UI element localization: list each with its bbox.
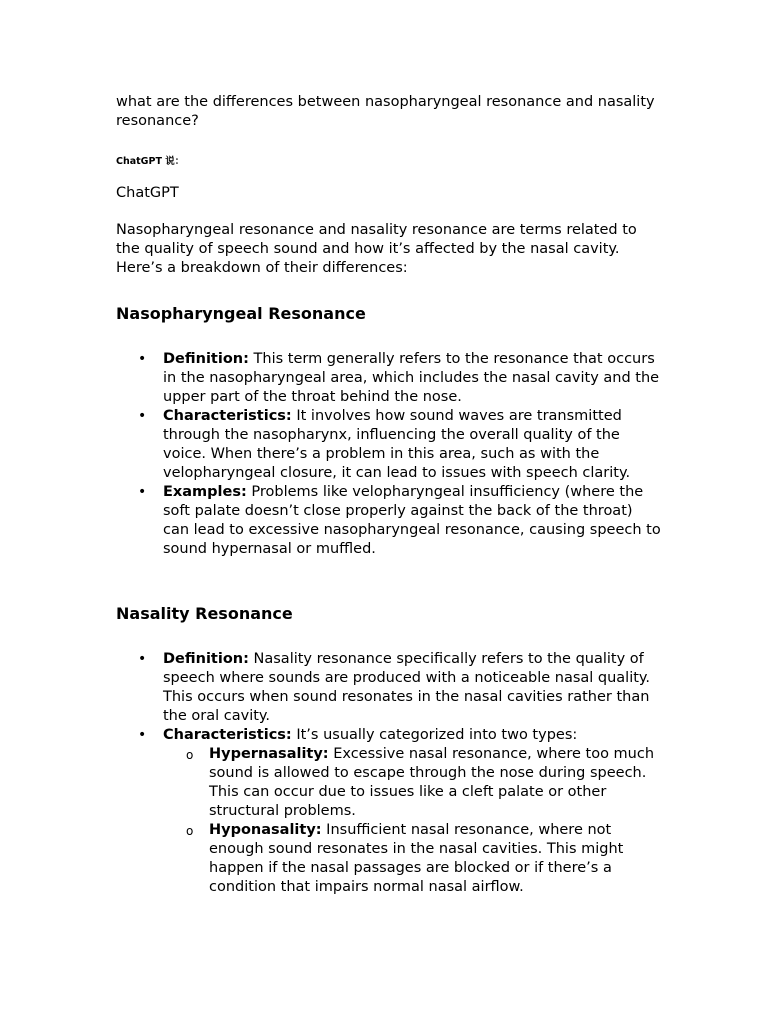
sub-item-text: Excessive nasal resonance, where too much sound is allowed to escape through the nose during speech. This can occur due to issues like a cleft palate or other structural problems.	[209, 746, 655, 819]
item-term: Characteristics:	[163, 727, 292, 743]
nasality-types-list	[163, 745, 661, 897]
item-term: Definition:	[163, 651, 249, 667]
nasality-list	[116, 650, 661, 897]
assistant-name: ChatGPT	[116, 185, 179, 201]
item-term: Definition:	[163, 351, 249, 367]
list-item	[116, 650, 661, 726]
bullet-icon: •	[138, 727, 147, 743]
item-term: Characteristics:	[163, 408, 292, 424]
chatgpt-says-label: ChatGPT 说：	[116, 156, 185, 167]
sub-list-item	[163, 745, 661, 821]
nasopharyngeal-list	[116, 350, 661, 559]
sub-list-item	[163, 821, 661, 897]
sub-item-term: Hypernasality:	[209, 746, 329, 762]
document-page	[116, 93, 661, 895]
user-question: what are the differences between nasopharyngeal resonance and nasality resonance?	[116, 94, 655, 129]
bullet-icon: •	[138, 484, 147, 500]
item-text: It involves how sound waves are transmitted through the nasopharynx, influencing the overall quality of the voice. When there’s a problem in this area, such as with the velopharyngeal closure, it can lead to issues with speech clarity.	[163, 408, 631, 481]
list-item	[116, 350, 661, 407]
list-item	[116, 483, 661, 559]
bullet-icon: •	[138, 351, 147, 367]
list-item	[116, 726, 661, 897]
item-text: It’s usually categorized into two types:	[291, 727, 578, 743]
circle-bullet-icon: o	[186, 748, 194, 762]
item-text: This term generally refers to the resonance that occurs in the nasopharyngeal area, which includes the nasal cavity and the upper part of the throat behind the nose.	[163, 351, 660, 405]
section-heading-nasopharyngeal: Nasopharyngeal Resonance	[116, 304, 366, 323]
sub-item-text: Insufficient nasal resonance, where not enough sound resonates in the nasal cavities. This might happen if the nasal passages are blocked or if there’s a condition that impairs normal nasal airflow.	[209, 822, 624, 895]
item-term: Examples:	[163, 484, 247, 500]
item-text: Nasality resonance specifically refers to the quality of speech where sounds are produced with a noticeable nasal quality. This occurs when sound resonates in the nasal cavities rather than the oral cavity.	[163, 651, 651, 724]
section-heading-nasality: Nasality Resonance	[116, 604, 293, 623]
sub-item-term: Hyponasality:	[209, 822, 322, 838]
bullet-icon: •	[138, 408, 147, 424]
circle-bullet-icon: o	[186, 824, 194, 838]
item-text: Problems like velopharyngeal insufficiency (where the soft palate doesn’t close properly against the back of the throat) can lead to excessive nasopharyngeal resonance, causing speech to sound hypernasal or muffled.	[163, 484, 661, 557]
bullet-icon: •	[138, 651, 147, 667]
list-item	[116, 407, 661, 483]
intro-paragraph: Nasopharyngeal resonance and nasality resonance are terms related to the quality of speech sound and how it’s affected by the nasal cavity. Here’s a breakdown of their differences:	[116, 222, 637, 276]
